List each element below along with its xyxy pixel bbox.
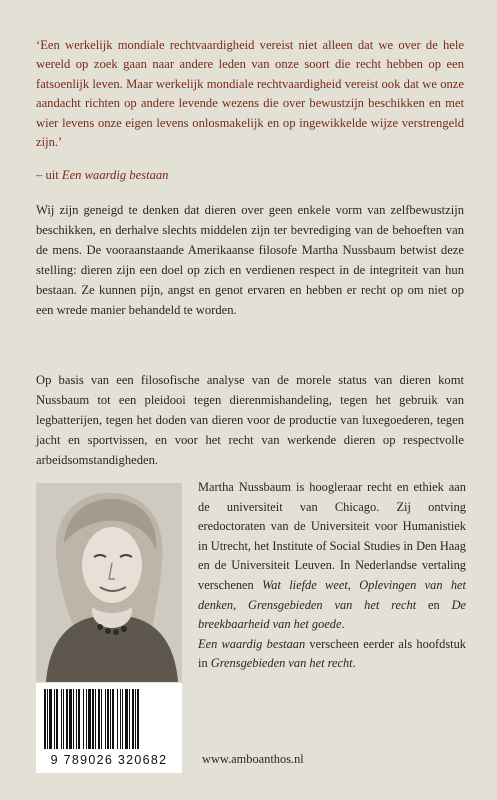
epigraph-quote: ‘Een werkelijk mondiale rechtvaardigheid vereist niet alleen dat we over de hele wereld op zoek gaan naar andere leden van onze soort die recht hebben op een fatsoenlijk leven. Maar werkelijk mondiale rechtvaardigheid vereist ook dat we onze aandacht richten op andere levende wezens die over bewustzijn beschikken en met wier levens onze eigen levens onlosmakelijk en op ingewikkelde wijze verstrengeld zijn.’ — [36, 38, 464, 150]
barcode-bar — [137, 689, 139, 749]
barcode-bar — [88, 689, 91, 749]
bio-note-ref: Grensgebieden van het recht — [210, 656, 353, 671]
barcode-bar — [117, 689, 118, 749]
bio-title-2: Oplevingen van het denken — [198, 577, 466, 612]
publisher-website: www.amboanthos.nl — [202, 752, 304, 766]
barcode-bar — [47, 689, 48, 749]
bio-title-1: Wat liefde weet — [262, 577, 348, 592]
barcode-bar — [73, 689, 74, 749]
isbn-barcode — [36, 683, 182, 773]
barcode-bar — [78, 689, 80, 749]
barcode-bar — [98, 689, 100, 749]
attribution-prefix: – uit — [36, 168, 62, 182]
bio-text: Martha Nussbaum is hoogleraar recht en ethiek aan de universiteit van Chicago. Zij ontving eredoctoraten van de Universiteit voor Humanistiek in Utrecht, het Institute of Social Studies in Den Haag en de Universiteit Leuven. In Nederlandse vertaling verschenen — [198, 480, 466, 592]
barcode-bar — [44, 689, 46, 749]
barcode-bar — [135, 689, 136, 749]
barcode-bar — [66, 689, 68, 749]
bio-note-end: . — [352, 656, 356, 671]
attribution-title: Een waardig bestaan — [61, 168, 169, 182]
bio-title-3: Grensgebieden van het recht — [248, 597, 417, 612]
barcode-bar — [56, 689, 58, 749]
barcode-bar — [132, 689, 134, 749]
bio-note-text: verscheen eerder als hoofdstuk in — [198, 636, 466, 671]
bio-note-title: Een waardig bestaan — [198, 636, 306, 651]
barcode-bar — [63, 689, 64, 749]
barcode-bar — [83, 689, 84, 749]
barcode-bar — [101, 689, 102, 749]
isbn-number: 9 789026 320682 — [50, 753, 168, 767]
blurb-paragraph-1: Wij zijn geneigd te denken dat dieren over geen enkele vorm van zelfbewustzijn beschikken, en derhalve slechts middelen zijn ter bevrediging van de behoeften van de mens. De vooraanstaande Amerikaanse filosofe Martha Nussbaum betwist deze stelling: dieren zijn een doel op zich en verdienen respect in de integriteit van hun bestaan. Ze kunnen pijn, angst en genot ervaren en hebben er recht op om niet op een wrede manier behandeld te worden. — [36, 203, 464, 317]
barcode-bars — [36, 683, 182, 755]
bio-title-4: De breekbaarheid van het goede — [198, 597, 467, 632]
barcode-bar — [125, 689, 128, 749]
bio-separator: , — [233, 597, 249, 612]
barcode-bar — [76, 689, 77, 749]
barcode-bar — [107, 689, 109, 749]
barcode-bar — [122, 689, 123, 749]
barcode-bar — [105, 689, 106, 749]
bio-separator: , — [347, 577, 360, 592]
barcode-bar — [54, 689, 55, 749]
author-photo — [36, 483, 182, 682]
bio-end: . — [341, 617, 345, 632]
author-bio — [198, 478, 466, 674]
bio-separator: en — [416, 597, 452, 612]
barcode-bar — [92, 689, 94, 749]
barcode-bar — [61, 689, 62, 749]
blurb-paragraph-2: Op basis van een filosofische analyse van de morele status van dieren komt Nussbaum tot een pleidooi tegen dierenmishandeling, tegen het gebruik van legbatterijen, tegen het doden van dieren voor de productie van luxegoederen, tegen jacht en sportvissen, en voor het recht van werkende dieren op respectvolle arbeidsomstandigheden. — [36, 373, 464, 467]
barcode-bar — [112, 689, 114, 749]
barcode-bar — [95, 689, 96, 749]
barcode-bar — [110, 689, 111, 749]
quote-attribution — [36, 168, 168, 183]
barcode-bar — [120, 689, 121, 749]
barcode-bar — [69, 689, 72, 749]
barcode-bar — [49, 689, 52, 749]
barcode-bar — [129, 689, 130, 749]
barcode-bar — [86, 689, 87, 749]
